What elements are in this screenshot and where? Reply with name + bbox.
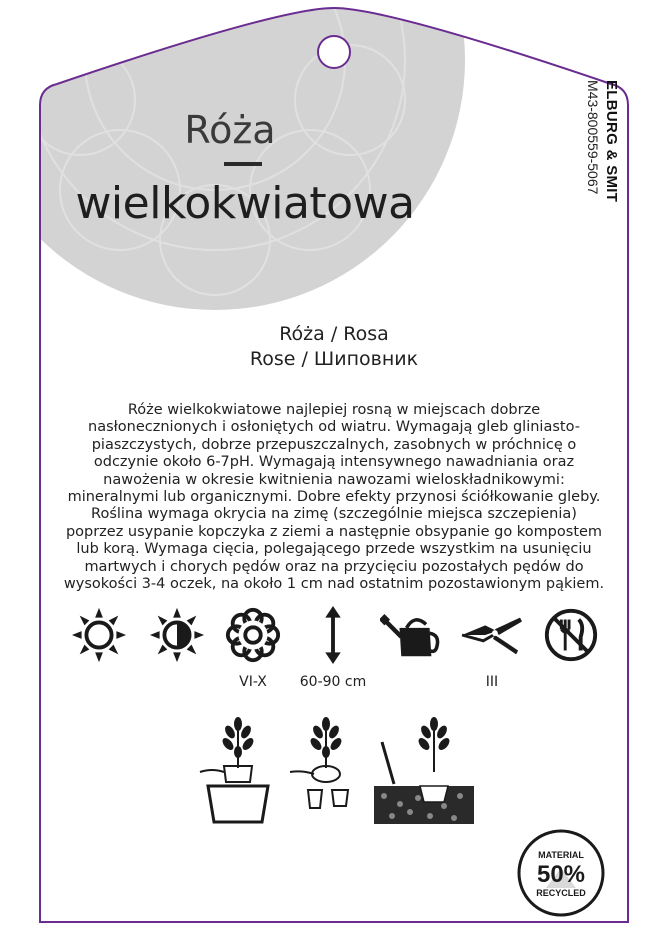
not-edible-icon <box>540 606 602 664</box>
planting-step-2-icon <box>286 712 366 824</box>
recycle-line-1: MATERIAL <box>538 850 584 860</box>
names-line-2: Rose / Шиповник <box>249 348 419 370</box>
pruning-shears-icon <box>458 606 526 664</box>
product-code: M43-800559-5067 <box>585 80 601 195</box>
planting-step-3-icon <box>374 712 474 824</box>
brand-name: ELBURG & SMIT <box>603 80 620 203</box>
flower-icon <box>222 606 284 664</box>
height-label: 60-90 cm <box>299 674 367 690</box>
full-sun-icon <box>68 606 130 664</box>
partial-sun-icon <box>146 606 208 664</box>
brand-block <box>560 80 620 310</box>
pruning-month-label: III <box>485 674 499 690</box>
recycle-line-3: RECYCLED <box>536 888 586 898</box>
watering-can-icon <box>380 606 442 664</box>
names-line-1: Róża / Rosa <box>279 323 389 345</box>
title-dash <box>224 162 262 166</box>
title-line-1: Róża <box>184 108 276 152</box>
care-description: Róże wielkokwiatowe najlepiej rosną w miejscach dobrze nasłonecznionych i osłoniętych od wiatru. Wymagają gleb gliniasto-piaszczystych, dobrze przepuszczalnych, zasobnych w próchnicę o odczynie około 6-7pH. Wymagają intensywnego nawadniania oraz nawożenia w okresie kwitnienia nawozami wieloskładnikowymi: mineralnymi lub organicznymi. Dobre efekty przynosi ściółkowanie gleby. Roślina wymaga okrycia na zimę (szczególnie miejsca szczepienia) poprzez usypanie kopczyka z ziemi a następnie obsypanie go kompostem lub korą. Wymaga cięcia, polegającego przede wszystkim na usunięciu martwych i chorych pędów oraz na przycięciu pozostałych pędów do wysokości 3-4 oczek, na około 1 cm nad ostatnim pozostawionym pąkiem. <box>63 402 605 593</box>
plant-names <box>130 322 538 372</box>
planting-step-1-icon <box>198 712 278 824</box>
recycle-percentage: 50% <box>536 861 586 888</box>
height-icon <box>302 606 364 664</box>
title-line-2: wielkokwiatowa <box>75 178 415 229</box>
hang-hole <box>318 36 350 68</box>
recycled-material-badge <box>516 828 606 918</box>
flowering-period-label: VI-X <box>239 674 267 690</box>
